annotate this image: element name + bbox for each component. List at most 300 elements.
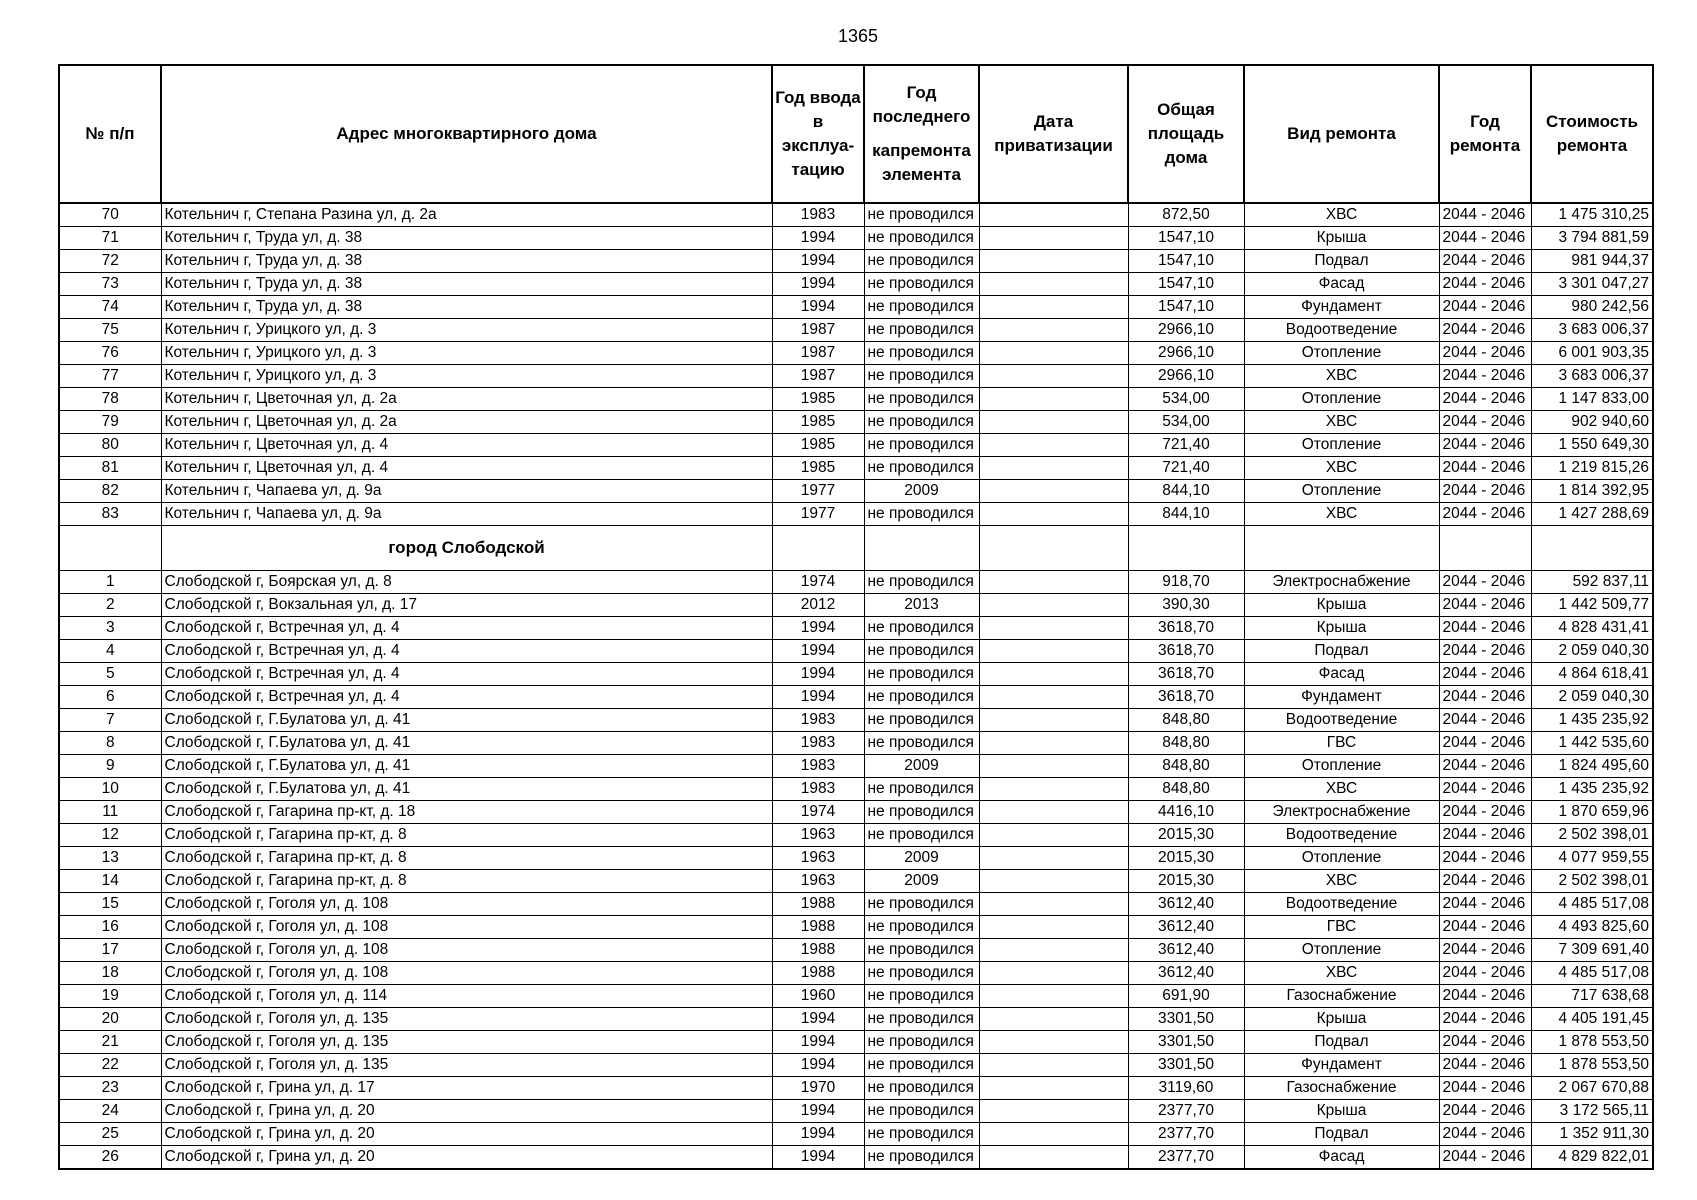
cell-repair-type: Фасад [1244, 663, 1439, 686]
cell-address: Слободской г, Встречная ул, д. 4 [161, 686, 772, 709]
cell-privatization [979, 457, 1128, 480]
cell-repair-type: Подвал [1244, 640, 1439, 663]
cell-area: 1547,10 [1128, 296, 1244, 319]
cell-repair-year: 2044 - 2046 [1439, 640, 1531, 663]
section-cell-empty [864, 526, 979, 571]
cell-repair-year: 2044 - 2046 [1439, 824, 1531, 847]
cell-address: Котельнич г, Труда ул, д. 38 [161, 273, 772, 296]
section-row [59, 526, 1653, 571]
cell-area: 721,40 [1128, 434, 1244, 457]
cell-last-repair: не проводился [864, 617, 979, 640]
section-cell-empty [1439, 526, 1531, 571]
cell-address: Котельнич г, Цветочная ул, д. 4 [161, 434, 772, 457]
table-row [59, 801, 1653, 824]
cell-year-built: 1994 [772, 1008, 864, 1031]
cell-area: 4416,10 [1128, 801, 1244, 824]
cell-address: Котельнич г, Цветочная ул, д. 4 [161, 457, 772, 480]
table-row [59, 617, 1653, 640]
cell-cost: 1 427 288,69 [1531, 503, 1653, 526]
cell-last-repair: не проводился [864, 824, 979, 847]
cell-privatization [979, 801, 1128, 824]
cell-area: 3301,50 [1128, 1031, 1244, 1054]
header-num: № п/п [59, 65, 161, 203]
cell-num: 12 [59, 824, 161, 847]
cell-address: Слободской г, Г.Булатова ул, д. 41 [161, 732, 772, 755]
cell-cost: 2 067 670,88 [1531, 1077, 1653, 1100]
cell-cost: 592 837,11 [1531, 571, 1653, 594]
table-row [59, 686, 1653, 709]
cell-area: 1547,10 [1128, 273, 1244, 296]
cell-repair-year: 2044 - 2046 [1439, 411, 1531, 434]
cell-area: 3618,70 [1128, 617, 1244, 640]
cell-cost: 2 502 398,01 [1531, 824, 1653, 847]
table-body-slobodskoy [59, 571, 1653, 1170]
cell-last-repair: не проводился [864, 227, 979, 250]
cell-area: 848,80 [1128, 732, 1244, 755]
cell-privatization [979, 1031, 1128, 1054]
table-row [59, 985, 1653, 1008]
section-cell-empty [1244, 526, 1439, 571]
table-row [59, 916, 1653, 939]
cell-area: 3612,40 [1128, 939, 1244, 962]
cell-last-repair: не проводился [864, 732, 979, 755]
cell-address: Слободской г, Гоголя ул, д. 135 [161, 1054, 772, 1077]
cell-area: 2377,70 [1128, 1123, 1244, 1146]
cell-repair-year: 2044 - 2046 [1439, 319, 1531, 342]
cell-repair-year: 2044 - 2046 [1439, 457, 1531, 480]
cell-repair-type: Фасад [1244, 1146, 1439, 1170]
cell-cost: 902 940,60 [1531, 411, 1653, 434]
cell-privatization [979, 250, 1128, 273]
cell-cost: 980 242,56 [1531, 296, 1653, 319]
cell-cost: 4 493 825,60 [1531, 916, 1653, 939]
header-last-repair [864, 65, 979, 203]
cell-repair-year: 2044 - 2046 [1439, 985, 1531, 1008]
cell-cost: 6 001 903,35 [1531, 342, 1653, 365]
cell-last-repair: не проводился [864, 1100, 979, 1123]
cell-repair-type: Крыша [1244, 1100, 1439, 1123]
cell-last-repair: не проводился [864, 388, 979, 411]
cell-area: 848,80 [1128, 778, 1244, 801]
cell-repair-year: 2044 - 2046 [1439, 663, 1531, 686]
cell-last-repair: не проводился [864, 663, 979, 686]
cell-privatization [979, 847, 1128, 870]
table-row [59, 365, 1653, 388]
cell-year-built: 1994 [772, 250, 864, 273]
cell-privatization [979, 1077, 1128, 1100]
cell-repair-type: Отопление [1244, 388, 1439, 411]
cell-repair-type: ХВС [1244, 411, 1439, 434]
cell-num: 17 [59, 939, 161, 962]
cell-repair-year: 2044 - 2046 [1439, 709, 1531, 732]
cell-privatization [979, 480, 1128, 503]
cell-privatization [979, 296, 1128, 319]
table-row [59, 1008, 1653, 1031]
table-row [59, 503, 1653, 526]
header-repair-type: Вид ремонта [1244, 65, 1439, 203]
cell-area: 1547,10 [1128, 250, 1244, 273]
cell-last-repair: не проводился [864, 709, 979, 732]
cell-area: 534,00 [1128, 388, 1244, 411]
cell-area: 844,10 [1128, 503, 1244, 526]
cell-privatization [979, 617, 1128, 640]
cell-repair-year: 2044 - 2046 [1439, 342, 1531, 365]
cell-cost: 2 059 040,30 [1531, 686, 1653, 709]
cell-address: Котельнич г, Цветочная ул, д. 2а [161, 388, 772, 411]
cell-year-built: 1983 [772, 732, 864, 755]
table-row [59, 319, 1653, 342]
cell-year-built: 1987 [772, 342, 864, 365]
section-title: город Слободской [161, 526, 772, 571]
cell-num: 73 [59, 273, 161, 296]
cell-address: Слободской г, Гоголя ул, д. 135 [161, 1031, 772, 1054]
cell-privatization [979, 434, 1128, 457]
header-year-built: Год ввода в эксплуа-тацию [772, 65, 864, 203]
cell-cost: 7 309 691,40 [1531, 939, 1653, 962]
cell-cost: 1 475 310,25 [1531, 203, 1653, 227]
cell-year-built: 1983 [772, 778, 864, 801]
cell-repair-type: Водоотведение [1244, 319, 1439, 342]
cell-repair-type: ХВС [1244, 870, 1439, 893]
cell-privatization [979, 319, 1128, 342]
header-privatization: Дата приватизации [979, 65, 1128, 203]
header-address: Адрес многоквартирного дома [161, 65, 772, 203]
table-row [59, 1100, 1653, 1123]
cell-address: Слободской г, Гоголя ул, д. 108 [161, 893, 772, 916]
table-row [59, 1054, 1653, 1077]
cell-cost: 1 219 815,26 [1531, 457, 1653, 480]
cell-last-repair: не проводился [864, 1146, 979, 1170]
cell-privatization [979, 870, 1128, 893]
cell-repair-type: ГВС [1244, 732, 1439, 755]
cell-last-repair: не проводился [864, 939, 979, 962]
cell-repair-year: 2044 - 2046 [1439, 480, 1531, 503]
cell-last-repair: 2009 [864, 480, 979, 503]
cell-cost: 1 878 553,50 [1531, 1031, 1653, 1054]
cell-num: 2 [59, 594, 161, 617]
cell-cost: 4 405 191,45 [1531, 1008, 1653, 1031]
cell-repair-year: 2044 - 2046 [1439, 1008, 1531, 1031]
page-number: 1365 [837, 26, 879, 46]
header-cost: Стоимость ремонта [1531, 65, 1653, 203]
cell-area: 2015,30 [1128, 847, 1244, 870]
cell-num: 77 [59, 365, 161, 388]
cell-num: 70 [59, 203, 161, 227]
header-repair-year: Год ремонта [1439, 65, 1531, 203]
table-row [59, 1031, 1653, 1054]
cell-repair-year: 2044 - 2046 [1439, 503, 1531, 526]
cell-privatization [979, 985, 1128, 1008]
cell-year-built: 1963 [772, 870, 864, 893]
cell-repair-type: ХВС [1244, 503, 1439, 526]
table-row [59, 250, 1653, 273]
cell-repair-type: ХВС [1244, 365, 1439, 388]
cell-year-built: 1985 [772, 411, 864, 434]
cell-num: 18 [59, 962, 161, 985]
cell-address: Котельнич г, Урицкого ул, д. 3 [161, 319, 772, 342]
cell-last-repair: не проводился [864, 962, 979, 985]
cell-repair-year: 2044 - 2046 [1439, 1077, 1531, 1100]
cell-area: 691,90 [1128, 985, 1244, 1008]
cell-num: 16 [59, 916, 161, 939]
table-row [59, 388, 1653, 411]
cell-last-repair: не проводился [864, 640, 979, 663]
cell-repair-year: 2044 - 2046 [1439, 686, 1531, 709]
cell-area: 3612,40 [1128, 893, 1244, 916]
cell-address: Слободской г, Гагарина пр-кт, д. 8 [161, 847, 772, 870]
table-row [59, 755, 1653, 778]
cell-year-built: 1983 [772, 709, 864, 732]
cell-year-built: 1977 [772, 503, 864, 526]
cell-year-built: 1985 [772, 457, 864, 480]
table-row [59, 870, 1653, 893]
cell-repair-type: Электроснабжение [1244, 801, 1439, 824]
cell-area: 3618,70 [1128, 640, 1244, 663]
cell-last-repair: не проводился [864, 1123, 979, 1146]
table-row [59, 571, 1653, 594]
cell-num: 79 [59, 411, 161, 434]
cell-num: 82 [59, 480, 161, 503]
cell-privatization [979, 962, 1128, 985]
cell-privatization [979, 640, 1128, 663]
cell-num: 21 [59, 1031, 161, 1054]
cell-area: 3618,70 [1128, 663, 1244, 686]
cell-num: 71 [59, 227, 161, 250]
cell-year-built: 1994 [772, 1123, 864, 1146]
cell-num: 24 [59, 1100, 161, 1123]
cell-cost: 4 828 431,41 [1531, 617, 1653, 640]
cell-cost: 3 301 047,27 [1531, 273, 1653, 296]
table-row [59, 1077, 1653, 1100]
cell-address: Слободской г, Гоголя ул, д. 108 [161, 962, 772, 985]
table-row [59, 1146, 1653, 1170]
cell-repair-year: 2044 - 2046 [1439, 594, 1531, 617]
cell-repair-type: ХВС [1244, 962, 1439, 985]
cell-repair-type: ХВС [1244, 203, 1439, 227]
cell-repair-type: Электроснабжение [1244, 571, 1439, 594]
cell-address: Котельнич г, Труда ул, д. 38 [161, 227, 772, 250]
cell-last-repair: не проводился [864, 342, 979, 365]
cell-num: 80 [59, 434, 161, 457]
cell-repair-year: 2044 - 2046 [1439, 1100, 1531, 1123]
cell-num: 10 [59, 778, 161, 801]
cell-repair-type: Фундамент [1244, 686, 1439, 709]
cell-cost: 2 059 040,30 [1531, 640, 1653, 663]
cell-year-built: 1983 [772, 203, 864, 227]
section-cell-num [59, 526, 161, 571]
cell-area: 2377,70 [1128, 1146, 1244, 1170]
section-cell-empty [979, 526, 1128, 571]
table-body-kotelnich [59, 203, 1653, 526]
cell-address: Слободской г, Вокзальная ул, д. 17 [161, 594, 772, 617]
cell-num: 23 [59, 1077, 161, 1100]
cell-area: 2015,30 [1128, 824, 1244, 847]
cell-year-built: 1985 [772, 388, 864, 411]
cell-year-built: 1988 [772, 893, 864, 916]
cell-year-built: 1994 [772, 1054, 864, 1077]
cell-repair-type: Фасад [1244, 273, 1439, 296]
cell-privatization [979, 893, 1128, 916]
cell-num: 9 [59, 755, 161, 778]
cell-area: 3618,70 [1128, 686, 1244, 709]
section-city [59, 526, 1653, 571]
cell-cost: 4 829 822,01 [1531, 1146, 1653, 1170]
table-row [59, 227, 1653, 250]
cell-year-built: 1988 [772, 916, 864, 939]
cell-last-repair: 2009 [864, 847, 979, 870]
cell-cost: 1 147 833,00 [1531, 388, 1653, 411]
cell-area: 2966,10 [1128, 342, 1244, 365]
cell-privatization [979, 755, 1128, 778]
cell-repair-year: 2044 - 2046 [1439, 962, 1531, 985]
cell-last-repair: не проводился [864, 916, 979, 939]
cell-privatization [979, 824, 1128, 847]
cell-num: 3 [59, 617, 161, 640]
table-row [59, 594, 1653, 617]
table-row [59, 480, 1653, 503]
cell-privatization [979, 365, 1128, 388]
cell-last-repair: не проводился [864, 985, 979, 1008]
cell-num: 81 [59, 457, 161, 480]
header-row [59, 65, 1653, 203]
cell-repair-year: 2044 - 2046 [1439, 571, 1531, 594]
cell-last-repair: 2009 [864, 870, 979, 893]
table-row [59, 893, 1653, 916]
cell-area: 3612,40 [1128, 916, 1244, 939]
cell-address: Слободской г, Гагарина пр-кт, д. 8 [161, 824, 772, 847]
cell-last-repair: не проводился [864, 571, 979, 594]
section-cell-empty [1128, 526, 1244, 571]
cell-privatization [979, 709, 1128, 732]
cell-area: 3301,50 [1128, 1008, 1244, 1031]
cell-year-built: 1994 [772, 1100, 864, 1123]
cell-year-built: 1994 [772, 686, 864, 709]
cell-address: Слободской г, Грина ул, д. 20 [161, 1100, 772, 1123]
cell-cost: 2 502 398,01 [1531, 870, 1653, 893]
cell-area: 390,30 [1128, 594, 1244, 617]
cell-cost: 1 435 235,92 [1531, 709, 1653, 732]
cell-repair-type: Подвал [1244, 1031, 1439, 1054]
cell-privatization [979, 1054, 1128, 1077]
cell-address: Котельнич г, Чапаева ул, д. 9а [161, 480, 772, 503]
cell-repair-type: Крыша [1244, 1008, 1439, 1031]
cell-num: 5 [59, 663, 161, 686]
header-last-repair-line2: капремонта элемента [872, 141, 971, 184]
table-row [59, 824, 1653, 847]
cell-privatization [979, 342, 1128, 365]
cell-address: Слободской г, Г.Булатова ул, д. 41 [161, 709, 772, 732]
cell-cost: 3 683 006,37 [1531, 365, 1653, 388]
cell-address: Котельнич г, Цветочная ул, д. 2а [161, 411, 772, 434]
cell-repair-year: 2044 - 2046 [1439, 847, 1531, 870]
table-row [59, 962, 1653, 985]
cell-num: 78 [59, 388, 161, 411]
cell-last-repair: не проводился [864, 296, 979, 319]
cell-privatization [979, 686, 1128, 709]
cell-cost: 1 870 659,96 [1531, 801, 1653, 824]
cell-repair-year: 2044 - 2046 [1439, 250, 1531, 273]
cell-area: 2377,70 [1128, 1100, 1244, 1123]
table-row [59, 342, 1653, 365]
cell-last-repair: не проводился [864, 411, 979, 434]
table-row [59, 847, 1653, 870]
cell-repair-year: 2044 - 2046 [1439, 365, 1531, 388]
cell-year-built: 1974 [772, 571, 864, 594]
section-cell-empty [1531, 526, 1653, 571]
cell-year-built: 1988 [772, 962, 864, 985]
cell-repair-year: 2044 - 2046 [1439, 801, 1531, 824]
cell-last-repair: не проводился [864, 250, 979, 273]
cell-area: 721,40 [1128, 457, 1244, 480]
cell-last-repair: 2009 [864, 755, 979, 778]
cell-address: Слободской г, Встречная ул, д. 4 [161, 640, 772, 663]
cell-repair-year: 2044 - 2046 [1439, 434, 1531, 457]
cell-num: 11 [59, 801, 161, 824]
cell-address: Слободской г, Грина ул, д. 20 [161, 1123, 772, 1146]
cell-last-repair: не проводился [864, 1077, 979, 1100]
cell-address: Слободской г, Боярская ул, д. 8 [161, 571, 772, 594]
cell-address: Слободской г, Гоголя ул, д. 135 [161, 1008, 772, 1031]
cell-last-repair: не проводился [864, 203, 979, 227]
cell-year-built: 1987 [772, 319, 864, 342]
cell-year-built: 1963 [772, 847, 864, 870]
cell-last-repair: не проводился [864, 686, 979, 709]
cell-address: Котельнич г, Труда ул, д. 38 [161, 250, 772, 273]
cell-repair-year: 2044 - 2046 [1439, 778, 1531, 801]
cell-address: Слободской г, Гоголя ул, д. 108 [161, 916, 772, 939]
cell-address: Слободской г, Гагарина пр-кт, д. 8 [161, 870, 772, 893]
cell-privatization [979, 388, 1128, 411]
cell-area: 872,50 [1128, 203, 1244, 227]
header-area: Общая площадь дома [1128, 65, 1244, 203]
cell-repair-type: Подвал [1244, 1123, 1439, 1146]
cell-year-built: 1994 [772, 663, 864, 686]
cell-repair-type: Отопление [1244, 434, 1439, 457]
cell-last-repair: не проводился [864, 1008, 979, 1031]
cell-num: 74 [59, 296, 161, 319]
cell-repair-type: Газоснабжение [1244, 985, 1439, 1008]
cell-address: Слободской г, Встречная ул, д. 4 [161, 663, 772, 686]
cell-repair-year: 2044 - 2046 [1439, 296, 1531, 319]
section-cell-empty [772, 526, 864, 571]
cell-address: Котельнич г, Чапаева ул, д. 9а [161, 503, 772, 526]
cell-address: Котельнич г, Урицкого ул, д. 3 [161, 365, 772, 388]
cell-privatization [979, 1123, 1128, 1146]
cell-last-repair: не проводился [864, 1054, 979, 1077]
cell-year-built: 1994 [772, 1146, 864, 1170]
cell-num: 14 [59, 870, 161, 893]
cell-repair-type: Отопление [1244, 342, 1439, 365]
cell-cost: 3 172 565,11 [1531, 1100, 1653, 1123]
cell-last-repair: не проводился [864, 1031, 979, 1054]
cell-cost: 1 550 649,30 [1531, 434, 1653, 457]
cell-address: Слободской г, Гоголя ул, д. 108 [161, 939, 772, 962]
cell-repair-year: 2044 - 2046 [1439, 732, 1531, 755]
header-last-repair-line1: Год последнего [872, 83, 971, 126]
table-row [59, 663, 1653, 686]
cell-repair-type: Водоотведение [1244, 709, 1439, 732]
repair-table [58, 64, 1654, 1170]
cell-area: 848,80 [1128, 709, 1244, 732]
cell-last-repair: не проводился [864, 434, 979, 457]
cell-num: 83 [59, 503, 161, 526]
cell-cost: 1 442 509,77 [1531, 594, 1653, 617]
table-row [59, 939, 1653, 962]
cell-address: Котельнич г, Урицкого ул, д. 3 [161, 342, 772, 365]
cell-privatization [979, 411, 1128, 434]
cell-privatization [979, 503, 1128, 526]
cell-address: Слободской г, Гоголя ул, д. 114 [161, 985, 772, 1008]
